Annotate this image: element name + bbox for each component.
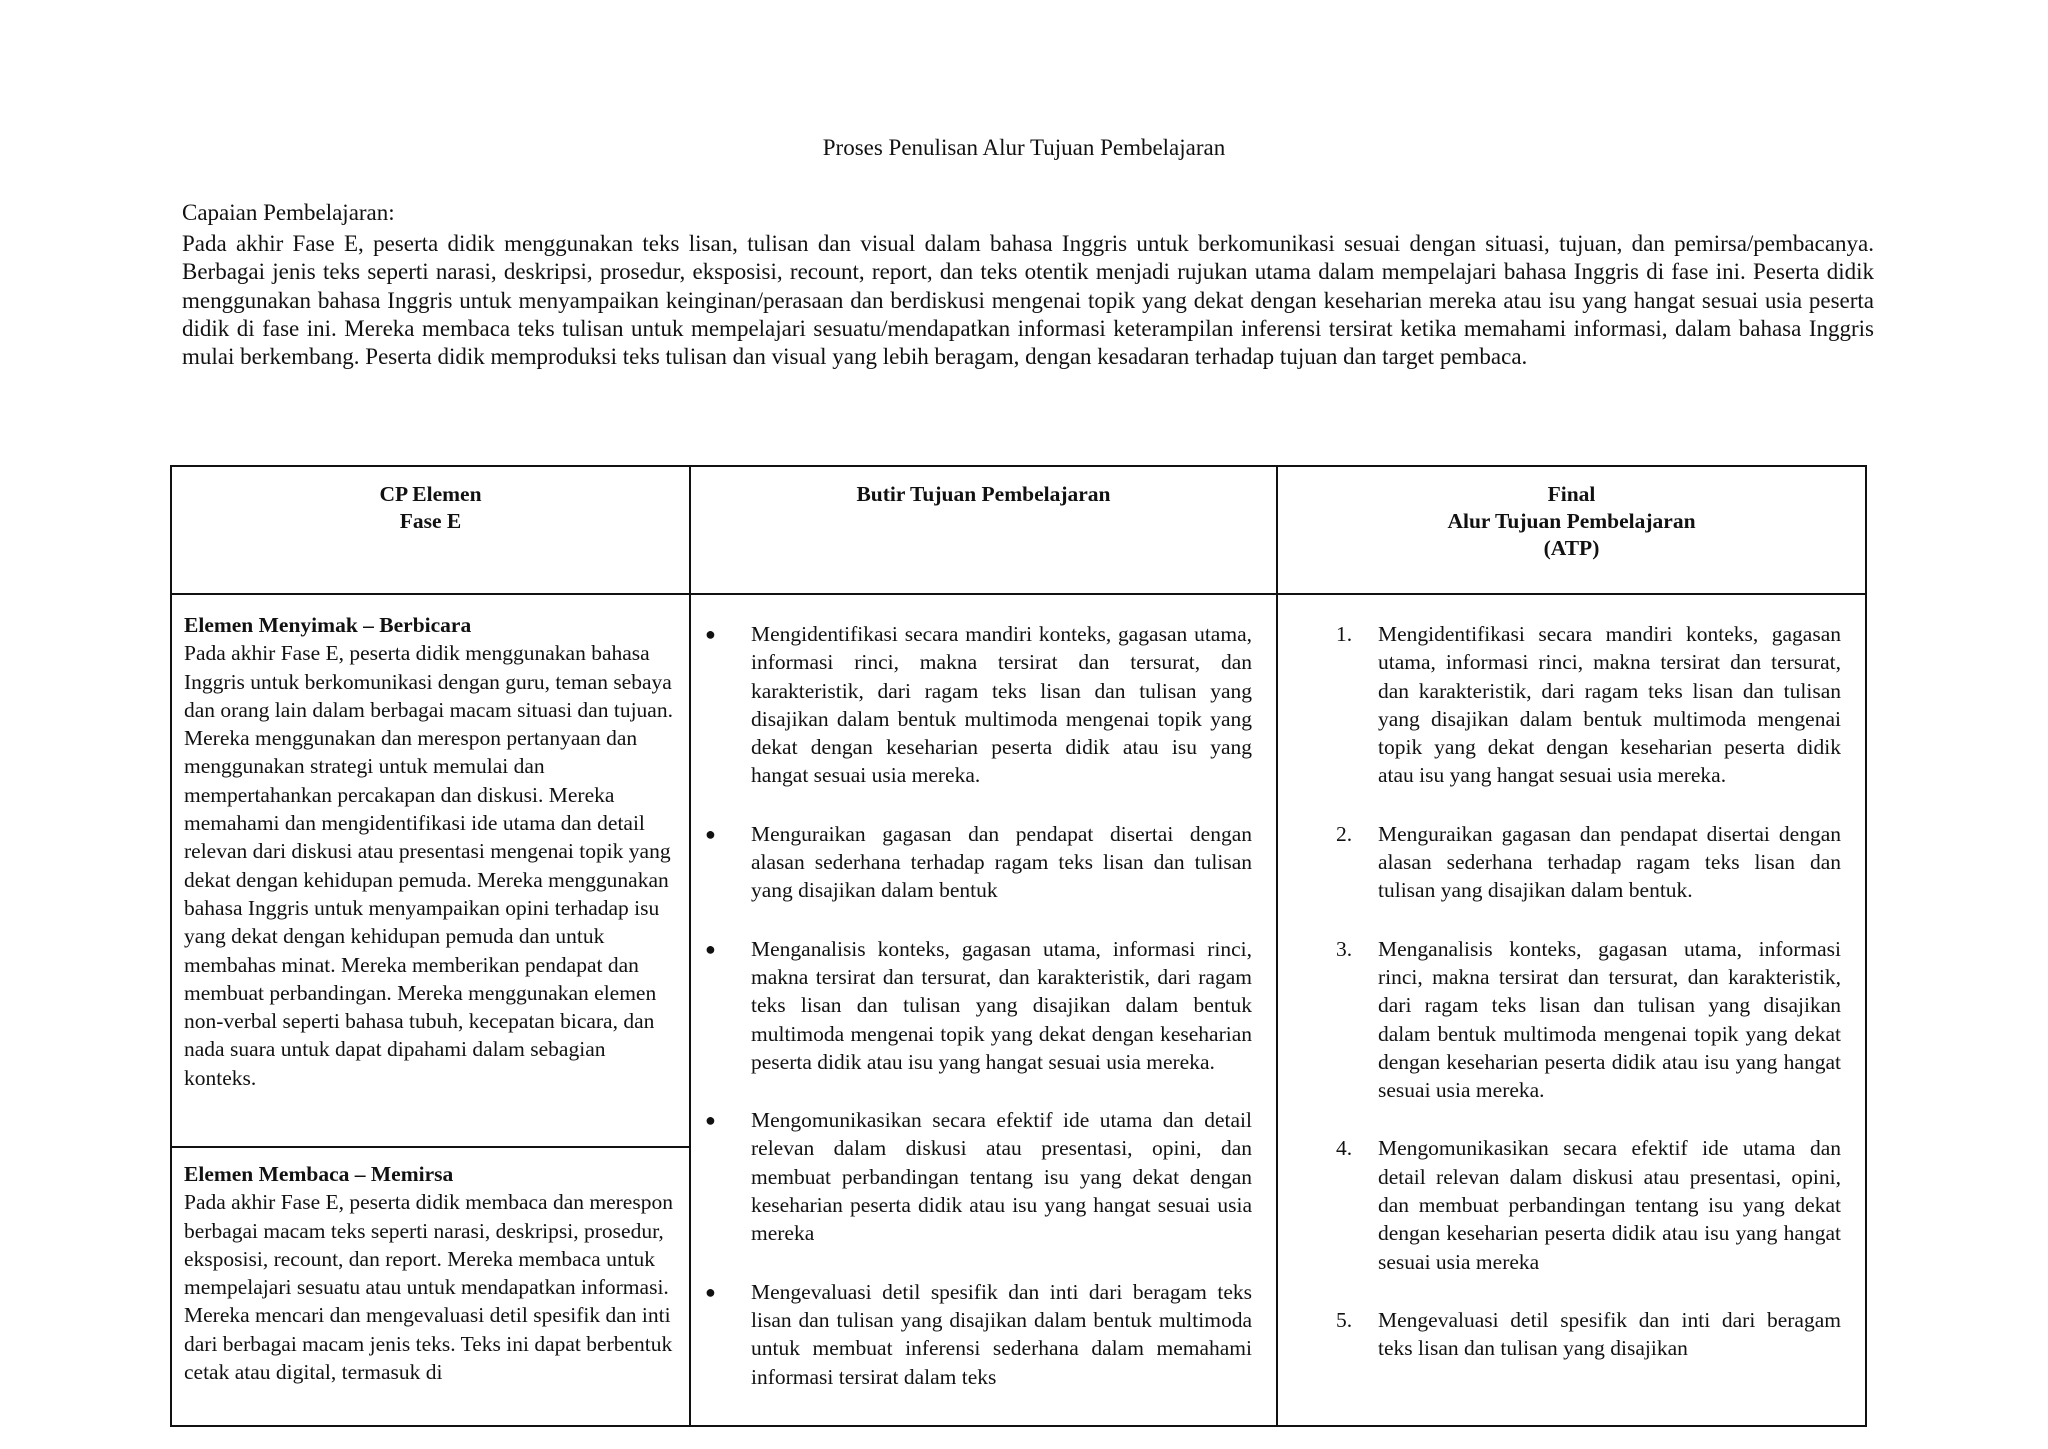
list-item <box>705 620 1252 790</box>
list-item <box>705 1106 1252 1247</box>
list-item <box>1336 620 1841 790</box>
butir-text: Mengevaluasi detil spesifik dan inti dari beragam teks lisan dan tulisan yang disajikan dalam bentuk multimoda untuk membuat inferensi sederhana dalam memahami informasi tersirat dalam teks <box>751 1279 1252 1389</box>
header-butir-label: Butir Tujuan Pembelajaran <box>856 482 1111 506</box>
atp-text: Menganalisis konteks, gagasan utama, informasi rinci, makna tersirat dan tersurat, dan karakteristik, dari ragam teks lisan dan tulisan yang disajikan dalam bentuk multimoda mengenai topik yang dekat dengan keseharian peserta didik atau isu yang hangat sesuai usia mereka. <box>1378 936 1841 1103</box>
cp-elemen-cell <box>171 594 690 1426</box>
butir-cell <box>690 594 1277 1426</box>
table-body-row <box>171 594 1866 1426</box>
atp-number: 3. <box>1336 936 1353 961</box>
capaian-heading: Capaian Pembelajaran: <box>182 200 395 225</box>
elemen-text: Pada akhir Fase E, peserta didik menggunakan bahasa Inggris untuk berkomunikasi dengan guru, teman sebaya dan orang lain dalam berbagai macam situasi dan tujuan. Mereka menggunakan dan merespon pertanyaan dan menggunakan strategi untuk memulai dan mempertahankan percakapan dan diskusi. Mereka memahami dan mengidentifikasi ide utama dan detail relevan dari diskusi atau presentasi mengenai topik yang dekat dengan kehidupan pemuda. Mereka menggunakan bahasa Inggris untuk menyampaikan opini terhadap isu yang dekat dengan kehidupan pemuda dan untuk membahas minat. Mereka memberikan pendapat dan membuat perbandingan. Mereka menggunakan elemen non-verbal seperti bahasa tubuh, kecepatan bicara, dan nada suara untuk dapat dipahami dalam sebagian konteks. <box>184 641 673 1090</box>
final-atp-cell <box>1277 594 1866 1426</box>
list-item <box>1336 1134 1841 1275</box>
atp-text: Mengomunikasikan secara efektif ide utama dan detail relevan dalam diskusi atau presentasi, opini, dan membuat perbandingan tentang isu yang dekat dengan keseharian peserta didik atau isu yang hangat sesuai usia mereka <box>1378 1136 1841 1274</box>
bullet-icon: ● <box>705 938 716 959</box>
butir-text: Menganalisis konteks, gagasan utama, informasi rinci, makna tersirat dan tersurat, dan karakteristik, dari ragam teks lisan dan tulisan yang disajikan dalam bentuk multimoda mengenai topik yang dekat dengan keseharian peserta didik atau isu yang hangat sesuai usia mereka. <box>751 936 1252 1074</box>
header-butir <box>690 466 1277 594</box>
elemen-text: Pada akhir Fase E, peserta didik membaca dan merespon berbagai macam teks seperti narasi, deskripsi, prosedur, eksposisi, recount, dan report. Mereka membaca untuk mempelajari sesuatu atau untuk mendapatkan informasi. Mereka mencari dan mengevaluasi detil spesifik dan inti dari berbagai macam jenis teks. Teks ini dapat berbentuk cetak atau digital, termasuk di <box>184 1190 673 1385</box>
list-item <box>705 935 1252 1076</box>
document-title: Proses Penulisan Alur Tujuan Pembelajaran <box>822 135 1226 160</box>
atp-text: Mengevaluasi detil spesifik dan inti dari beragam teks lisan dan tulisan yang disajikan <box>1378 1307 1841 1361</box>
bullet-icon: ● <box>705 1281 716 1302</box>
elemen-membaca-memirsa <box>172 1148 689 1394</box>
header-cp-elemen-line2: Fase E <box>399 509 462 533</box>
table-header-row <box>171 466 1866 594</box>
atp-number: 5. <box>1336 1307 1353 1332</box>
header-final-line2: Alur Tujuan Pembelajaran <box>1447 509 1696 533</box>
butir-list <box>691 595 1276 1391</box>
bullet-icon: ● <box>705 823 716 844</box>
header-final-line3: (ATP) <box>1543 536 1600 560</box>
elemen-title: Elemen Membaca – Memirsa <box>184 1162 454 1186</box>
list-item <box>705 1278 1252 1391</box>
butir-text: Mengomunikasikan secara efektif ide utama dan detail relevan dalam diskusi atau presentasi, opini, dan membuat perbandingan tentang isu yang dekat dengan keseharian peserta didik atau isu yang hangat sesuai usia mereka <box>751 1108 1252 1246</box>
atp-number: 2. <box>1336 821 1353 846</box>
list-item <box>1336 1306 1841 1363</box>
list-item <box>1336 820 1841 905</box>
atp-number: 4. <box>1336 1136 1353 1161</box>
header-final-atp <box>1277 466 1866 594</box>
header-cp-elemen-line1: CP Elemen <box>379 482 482 506</box>
header-cp-elemen <box>171 466 690 594</box>
atp-text: Mengidentifikasi secara mandiri konteks, gagasan utama, informasi rinci, makna tersirat dan tersurat, dan karakteristik, dari ragam teks lisan dan tulisan yang disajikan dalam bentuk multimoda mengenai topik yang dekat dengan keseharian peserta didik atau isu yang hangat sesuai usia mereka. <box>1378 622 1841 788</box>
bullet-icon: ● <box>705 624 716 644</box>
elemen-title: Elemen Menyimak – Berbicara <box>184 613 472 637</box>
atp-list <box>1278 595 1865 1363</box>
list-item <box>705 820 1252 905</box>
butir-text: Mengidentifikasi secara mandiri konteks, gagasan utama, informasi rinci, makna tersirat dan tersurat, dan karakteristik, dari ragam teks lisan dan tulisan yang disajikan dalam bentuk multimoda mengenai topik yang dekat dengan keseharian peserta didik atau isu yang hangat sesuai usia mereka. <box>751 622 1252 788</box>
butir-text: Menguraikan gagasan dan pendapat disertai dengan alasan sederhana terhadap ragam teks lisan dan tulisan yang disajikan dalam bentuk <box>751 821 1252 903</box>
header-final-line1: Final <box>1547 482 1596 506</box>
list-item <box>1336 935 1841 1105</box>
bullet-icon: ● <box>705 1110 716 1131</box>
atp-number: 1. <box>1336 622 1353 646</box>
atp-table <box>170 465 1867 1427</box>
capaian-paragraph: Pada akhir Fase E, peserta didik menggunakan teks lisan, tulisan dan visual dalam bahasa Inggris untuk berkomunikasi sesuai dengan situasi, tujuan, dan pemirsa/pembacanya. Berbagai jenis teks seperti narasi, deskripsi, prosedur, eksposisi, recount, report, dan teks otentik menjadi rujukan utama dalam mempelajari bahasa Inggris di fase ini. Peserta didik menggunakan bahasa Inggris untuk menyampaikan keinginan/perasaan dan berdiskusi mengenai topik yang dekat dengan keseharian mereka atau isu yang hangat sesuai usia peserta didik di fase ini. Mereka membaca teks tulisan untuk mempelajari sesuatu/mendapatkan informasi keterampilan inferensi tersirat ketika memahami informasi, dalam bahasa Inggris mulai berkembang. Peserta didik memproduksi teks tulisan dan visual yang lebih beragam, dengan kesadaran terhadap tujuan dan target pembaca. <box>182 231 1874 370</box>
elemen-menyimak-berbicara <box>172 595 689 1148</box>
atp-text: Menguraikan gagasan dan pendapat disertai dengan alasan sederhana terhadap ragam teks lisan dan tulisan yang disajikan dalam bentuk. <box>1378 821 1841 903</box>
